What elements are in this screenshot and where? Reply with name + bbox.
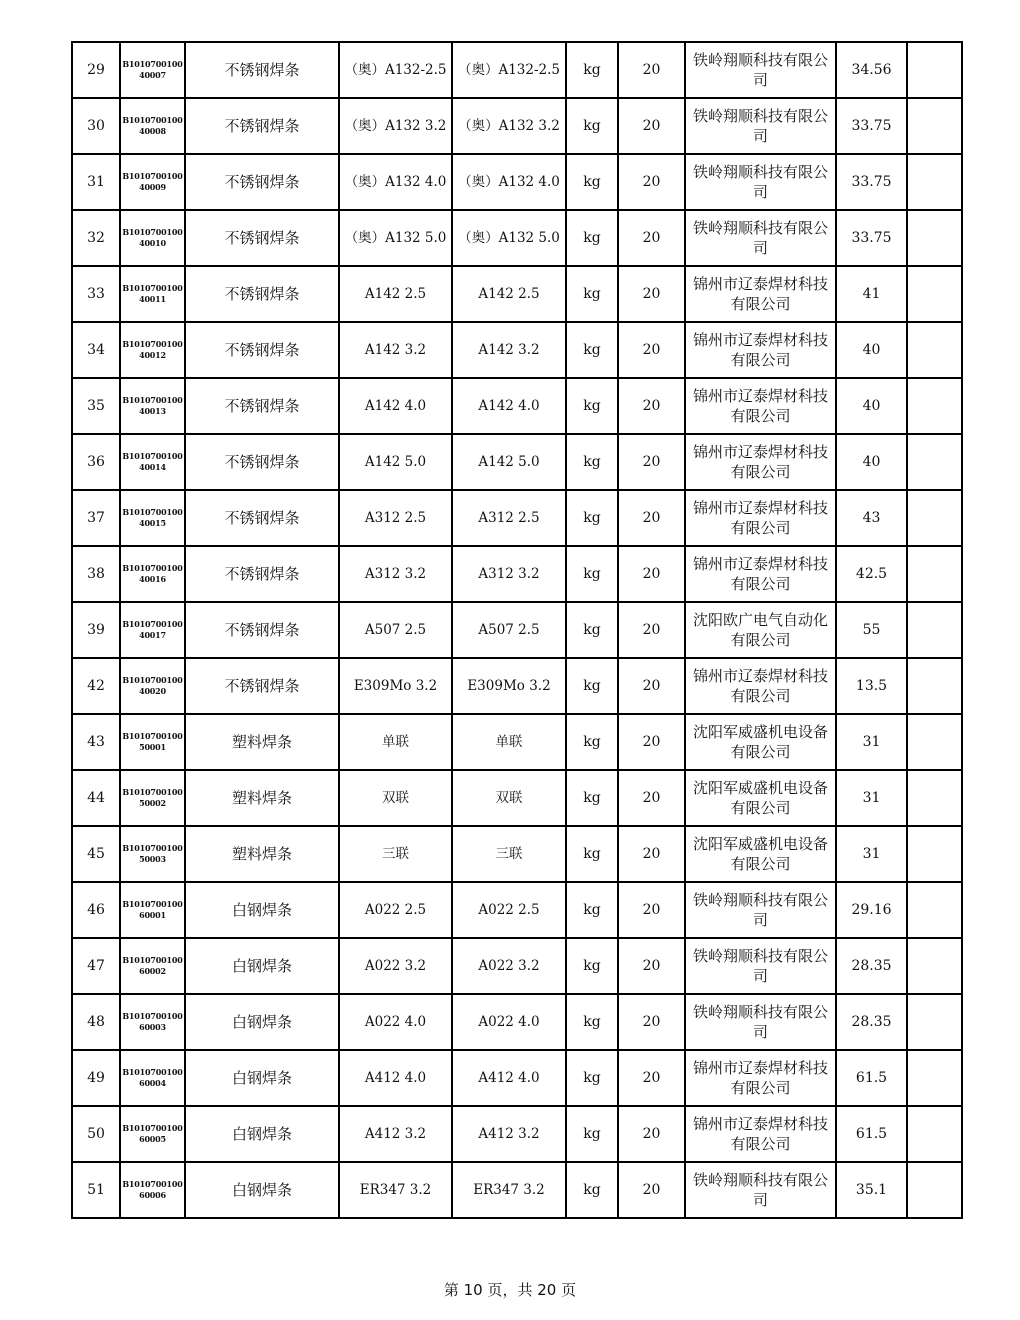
cell-remark — [907, 994, 962, 1050]
cell-specification: 三联 — [339, 826, 452, 882]
table-row — [72, 1106, 962, 1162]
cell-model: ER347 3.2 — [452, 1162, 566, 1218]
cell-supplier: 沈阳军威盛机电设备有限公司 — [685, 714, 836, 770]
cell-supplier: 铁岭翔顺科技有限公司 — [685, 210, 836, 266]
cell-material-code: B101070010060006 — [120, 1162, 185, 1218]
cell-row-number: 38 — [72, 546, 120, 602]
cell-specification: （奥）A132 5.0 — [339, 210, 452, 266]
cell-material-name: 不锈钢焊条 — [185, 154, 339, 210]
cell-price: 33.75 — [836, 154, 907, 210]
cell-specification: A022 2.5 — [339, 882, 452, 938]
cell-quantity: 20 — [618, 98, 685, 154]
cell-row-number: 42 — [72, 658, 120, 714]
cell-row-number: 31 — [72, 154, 120, 210]
cell-price: 40 — [836, 322, 907, 378]
table-row — [72, 602, 962, 658]
cell-supplier: 铁岭翔顺科技有限公司 — [685, 98, 836, 154]
cell-quantity: 20 — [618, 882, 685, 938]
cell-price: 55 — [836, 602, 907, 658]
cell-price: 35.1 — [836, 1162, 907, 1218]
cell-unit: kg — [566, 378, 618, 434]
table-body — [72, 42, 962, 1218]
cell-material-code: B101070010040017 — [120, 602, 185, 658]
cell-material-name: 不锈钢焊条 — [185, 546, 339, 602]
cell-material-code: B101070010040009 — [120, 154, 185, 210]
cell-row-number: 36 — [72, 434, 120, 490]
cell-unit: kg — [566, 882, 618, 938]
table-row — [72, 322, 962, 378]
cell-model: 三联 — [452, 826, 566, 882]
cell-material-code: B101070010040020 — [120, 658, 185, 714]
cell-material-name: 白钢焊条 — [185, 882, 339, 938]
cell-price: 40 — [836, 434, 907, 490]
cell-model: （奥）A132 4.0 — [452, 154, 566, 210]
cell-material-name: 不锈钢焊条 — [185, 210, 339, 266]
cell-price: 41 — [836, 266, 907, 322]
cell-row-number: 37 — [72, 490, 120, 546]
cell-remark — [907, 1050, 962, 1106]
price-table — [71, 41, 963, 1219]
cell-specification: A412 4.0 — [339, 1050, 452, 1106]
cell-unit: kg — [566, 322, 618, 378]
cell-model: A507 2.5 — [452, 602, 566, 658]
cell-material-name: 不锈钢焊条 — [185, 658, 339, 714]
cell-material-code: B101070010040015 — [120, 490, 185, 546]
cell-row-number: 45 — [72, 826, 120, 882]
page-footer: 第 10 页，共 20 页 — [443, 1281, 577, 1299]
cell-quantity: 20 — [618, 602, 685, 658]
cell-material-code: B101070010040011 — [120, 266, 185, 322]
table-row — [72, 938, 962, 994]
cell-material-name: 白钢焊条 — [185, 938, 339, 994]
cell-supplier: 铁岭翔顺科技有限公司 — [685, 1162, 836, 1218]
cell-unit: kg — [566, 490, 618, 546]
cell-material-name: 不锈钢焊条 — [185, 42, 339, 98]
cell-material-name: 塑料焊条 — [185, 770, 339, 826]
cell-remark — [907, 882, 962, 938]
cell-quantity: 20 — [618, 434, 685, 490]
cell-price: 61.5 — [836, 1050, 907, 1106]
cell-material-name: 白钢焊条 — [185, 1162, 339, 1218]
cell-model: A312 2.5 — [452, 490, 566, 546]
cell-remark — [907, 546, 962, 602]
cell-price: 31 — [836, 770, 907, 826]
cell-row-number: 49 — [72, 1050, 120, 1106]
table-row — [72, 154, 962, 210]
cell-material-code: B101070010040014 — [120, 434, 185, 490]
table-row — [72, 658, 962, 714]
cell-price: 40 — [836, 378, 907, 434]
cell-material-name: 白钢焊条 — [185, 994, 339, 1050]
cell-supplier: 锦州市辽泰焊材科技有限公司 — [685, 658, 836, 714]
cell-quantity: 20 — [618, 154, 685, 210]
table-row — [72, 882, 962, 938]
cell-unit: kg — [566, 434, 618, 490]
cell-supplier: 锦州市辽泰焊材科技有限公司 — [685, 266, 836, 322]
cell-specification: （奥）A132 3.2 — [339, 98, 452, 154]
cell-specification: A312 3.2 — [339, 546, 452, 602]
cell-material-code: B101070010060003 — [120, 994, 185, 1050]
cell-row-number: 46 — [72, 882, 120, 938]
cell-unit: kg — [566, 826, 618, 882]
table-row — [72, 1050, 962, 1106]
cell-remark — [907, 714, 962, 770]
cell-row-number: 30 — [72, 98, 120, 154]
cell-material-name: 塑料焊条 — [185, 714, 339, 770]
cell-unit: kg — [566, 210, 618, 266]
cell-specification: A412 3.2 — [339, 1106, 452, 1162]
cell-price: 28.35 — [836, 938, 907, 994]
cell-supplier: 铁岭翔顺科技有限公司 — [685, 938, 836, 994]
cell-quantity: 20 — [618, 1106, 685, 1162]
cell-quantity: 20 — [618, 490, 685, 546]
cell-model: A412 4.0 — [452, 1050, 566, 1106]
cell-specification: A142 4.0 — [339, 378, 452, 434]
table-row — [72, 210, 962, 266]
cell-row-number: 43 — [72, 714, 120, 770]
cell-model: （奥）A132-2.5 — [452, 42, 566, 98]
cell-quantity: 20 — [618, 378, 685, 434]
cell-row-number: 32 — [72, 210, 120, 266]
cell-material-code: B101070010060002 — [120, 938, 185, 994]
cell-price: 29.16 — [836, 882, 907, 938]
cell-specification: （奥）A132-2.5 — [339, 42, 452, 98]
cell-specification: 双联 — [339, 770, 452, 826]
cell-supplier: 锦州市辽泰焊材科技有限公司 — [685, 434, 836, 490]
cell-specification: A142 5.0 — [339, 434, 452, 490]
cell-supplier: 锦州市辽泰焊材科技有限公司 — [685, 490, 836, 546]
cell-quantity: 20 — [618, 770, 685, 826]
cell-unit: kg — [566, 1106, 618, 1162]
cell-price: 31 — [836, 826, 907, 882]
cell-remark — [907, 826, 962, 882]
cell-remark — [907, 490, 962, 546]
cell-unit: kg — [566, 658, 618, 714]
table-row — [72, 42, 962, 98]
cell-model: A022 2.5 — [452, 882, 566, 938]
table-row — [72, 546, 962, 602]
cell-material-code: B101070010040010 — [120, 210, 185, 266]
cell-row-number: 47 — [72, 938, 120, 994]
table-row — [72, 98, 962, 154]
cell-price: 13.5 — [836, 658, 907, 714]
cell-material-code: B101070010060005 — [120, 1106, 185, 1162]
cell-material-name: 不锈钢焊条 — [185, 378, 339, 434]
cell-material-code: B101070010050002 — [120, 770, 185, 826]
cell-specification: 单联 — [339, 714, 452, 770]
cell-row-number: 34 — [72, 322, 120, 378]
cell-model: A412 3.2 — [452, 1106, 566, 1162]
cell-quantity: 20 — [618, 938, 685, 994]
table-row — [72, 266, 962, 322]
cell-material-code: B101070010040008 — [120, 98, 185, 154]
cell-unit: kg — [566, 602, 618, 658]
cell-quantity: 20 — [618, 1050, 685, 1106]
cell-quantity: 20 — [618, 210, 685, 266]
cell-material-name: 不锈钢焊条 — [185, 98, 339, 154]
cell-row-number: 39 — [72, 602, 120, 658]
cell-supplier: 锦州市辽泰焊材科技有限公司 — [685, 1106, 836, 1162]
cell-unit: kg — [566, 938, 618, 994]
cell-material-code: B101070010040007 — [120, 42, 185, 98]
cell-supplier: 铁岭翔顺科技有限公司 — [685, 154, 836, 210]
cell-quantity: 20 — [618, 994, 685, 1050]
cell-specification: A142 3.2 — [339, 322, 452, 378]
cell-supplier: 铁岭翔顺科技有限公司 — [685, 42, 836, 98]
cell-material-name: 不锈钢焊条 — [185, 490, 339, 546]
cell-specification: A312 2.5 — [339, 490, 452, 546]
cell-material-code: B101070010060001 — [120, 882, 185, 938]
cell-remark — [907, 1162, 962, 1218]
cell-supplier: 锦州市辽泰焊材科技有限公司 — [685, 322, 836, 378]
cell-unit: kg — [566, 770, 618, 826]
cell-model: A022 4.0 — [452, 994, 566, 1050]
cell-supplier: 锦州市辽泰焊材科技有限公司 — [685, 378, 836, 434]
cell-specification: （奥）A132 4.0 — [339, 154, 452, 210]
cell-supplier: 沈阳欧广电气自动化有限公司 — [685, 602, 836, 658]
cell-remark — [907, 154, 962, 210]
cell-price: 61.5 — [836, 1106, 907, 1162]
table-row — [72, 826, 962, 882]
cell-quantity: 20 — [618, 714, 685, 770]
cell-remark — [907, 938, 962, 994]
cell-material-name: 白钢焊条 — [185, 1050, 339, 1106]
cell-material-name: 不锈钢焊条 — [185, 322, 339, 378]
cell-model: （奥）A132 5.0 — [452, 210, 566, 266]
cell-remark — [907, 1106, 962, 1162]
cell-material-code: B101070010040013 — [120, 378, 185, 434]
cell-model: A142 4.0 — [452, 378, 566, 434]
cell-supplier: 沈阳军威盛机电设备有限公司 — [685, 770, 836, 826]
cell-unit: kg — [566, 266, 618, 322]
cell-remark — [907, 322, 962, 378]
cell-model: 双联 — [452, 770, 566, 826]
table-row — [72, 714, 962, 770]
cell-material-name: 不锈钢焊条 — [185, 266, 339, 322]
cell-row-number: 33 — [72, 266, 120, 322]
cell-quantity: 20 — [618, 266, 685, 322]
cell-quantity: 20 — [618, 1162, 685, 1218]
cell-remark — [907, 210, 962, 266]
table-row — [72, 1162, 962, 1218]
cell-supplier: 锦州市辽泰焊材科技有限公司 — [685, 1050, 836, 1106]
cell-model: A022 3.2 — [452, 938, 566, 994]
cell-unit: kg — [566, 154, 618, 210]
cell-material-code: B101070010050001 — [120, 714, 185, 770]
cell-model: A142 3.2 — [452, 322, 566, 378]
cell-specification: ER347 3.2 — [339, 1162, 452, 1218]
cell-specification: A507 2.5 — [339, 602, 452, 658]
cell-price: 42.5 — [836, 546, 907, 602]
cell-row-number: 48 — [72, 994, 120, 1050]
cell-material-name: 不锈钢焊条 — [185, 434, 339, 490]
cell-quantity: 20 — [618, 546, 685, 602]
table-row — [72, 994, 962, 1050]
cell-remark — [907, 602, 962, 658]
cell-supplier: 铁岭翔顺科技有限公司 — [685, 994, 836, 1050]
cell-row-number: 51 — [72, 1162, 120, 1218]
cell-material-code: B101070010040012 — [120, 322, 185, 378]
cell-quantity: 20 — [618, 322, 685, 378]
cell-row-number: 35 — [72, 378, 120, 434]
cell-specification: A022 3.2 — [339, 938, 452, 994]
cell-price: 33.75 — [836, 210, 907, 266]
cell-material-code: B101070010050003 — [120, 826, 185, 882]
cell-specification: A022 4.0 — [339, 994, 452, 1050]
cell-model: A312 3.2 — [452, 546, 566, 602]
cell-material-code: B101070010040016 — [120, 546, 185, 602]
cell-price: 31 — [836, 714, 907, 770]
cell-supplier: 沈阳军威盛机电设备有限公司 — [685, 826, 836, 882]
cell-quantity: 20 — [618, 826, 685, 882]
table-row — [72, 378, 962, 434]
cell-price: 43 — [836, 490, 907, 546]
cell-model: （奥）A132 3.2 — [452, 98, 566, 154]
cell-specification: E309Mo 3.2 — [339, 658, 452, 714]
cell-price: 34.56 — [836, 42, 907, 98]
cell-material-code: B101070010060004 — [120, 1050, 185, 1106]
cell-remark — [907, 98, 962, 154]
cell-row-number: 50 — [72, 1106, 120, 1162]
table-row — [72, 434, 962, 490]
cell-supplier: 锦州市辽泰焊材科技有限公司 — [685, 546, 836, 602]
cell-supplier: 铁岭翔顺科技有限公司 — [685, 882, 836, 938]
cell-price: 33.75 — [836, 98, 907, 154]
cell-material-name: 塑料焊条 — [185, 826, 339, 882]
cell-remark — [907, 378, 962, 434]
cell-row-number: 29 — [72, 42, 120, 98]
cell-price: 28.35 — [836, 994, 907, 1050]
cell-remark — [907, 658, 962, 714]
cell-remark — [907, 434, 962, 490]
cell-model: A142 5.0 — [452, 434, 566, 490]
table-row — [72, 490, 962, 546]
cell-remark — [907, 42, 962, 98]
cell-unit: kg — [566, 98, 618, 154]
cell-model: 单联 — [452, 714, 566, 770]
cell-model: E309Mo 3.2 — [452, 658, 566, 714]
cell-unit: kg — [566, 42, 618, 98]
cell-unit: kg — [566, 1050, 618, 1106]
cell-unit: kg — [566, 546, 618, 602]
cell-remark — [907, 266, 962, 322]
cell-quantity: 20 — [618, 42, 685, 98]
cell-unit: kg — [566, 1162, 618, 1218]
cell-row-number: 44 — [72, 770, 120, 826]
table-row — [72, 770, 962, 826]
cell-material-name: 白钢焊条 — [185, 1106, 339, 1162]
cell-specification: A142 2.5 — [339, 266, 452, 322]
cell-unit: kg — [566, 994, 618, 1050]
cell-unit: kg — [566, 714, 618, 770]
cell-remark — [907, 770, 962, 826]
cell-material-name: 不锈钢焊条 — [185, 602, 339, 658]
cell-quantity: 20 — [618, 658, 685, 714]
cell-model: A142 2.5 — [452, 266, 566, 322]
